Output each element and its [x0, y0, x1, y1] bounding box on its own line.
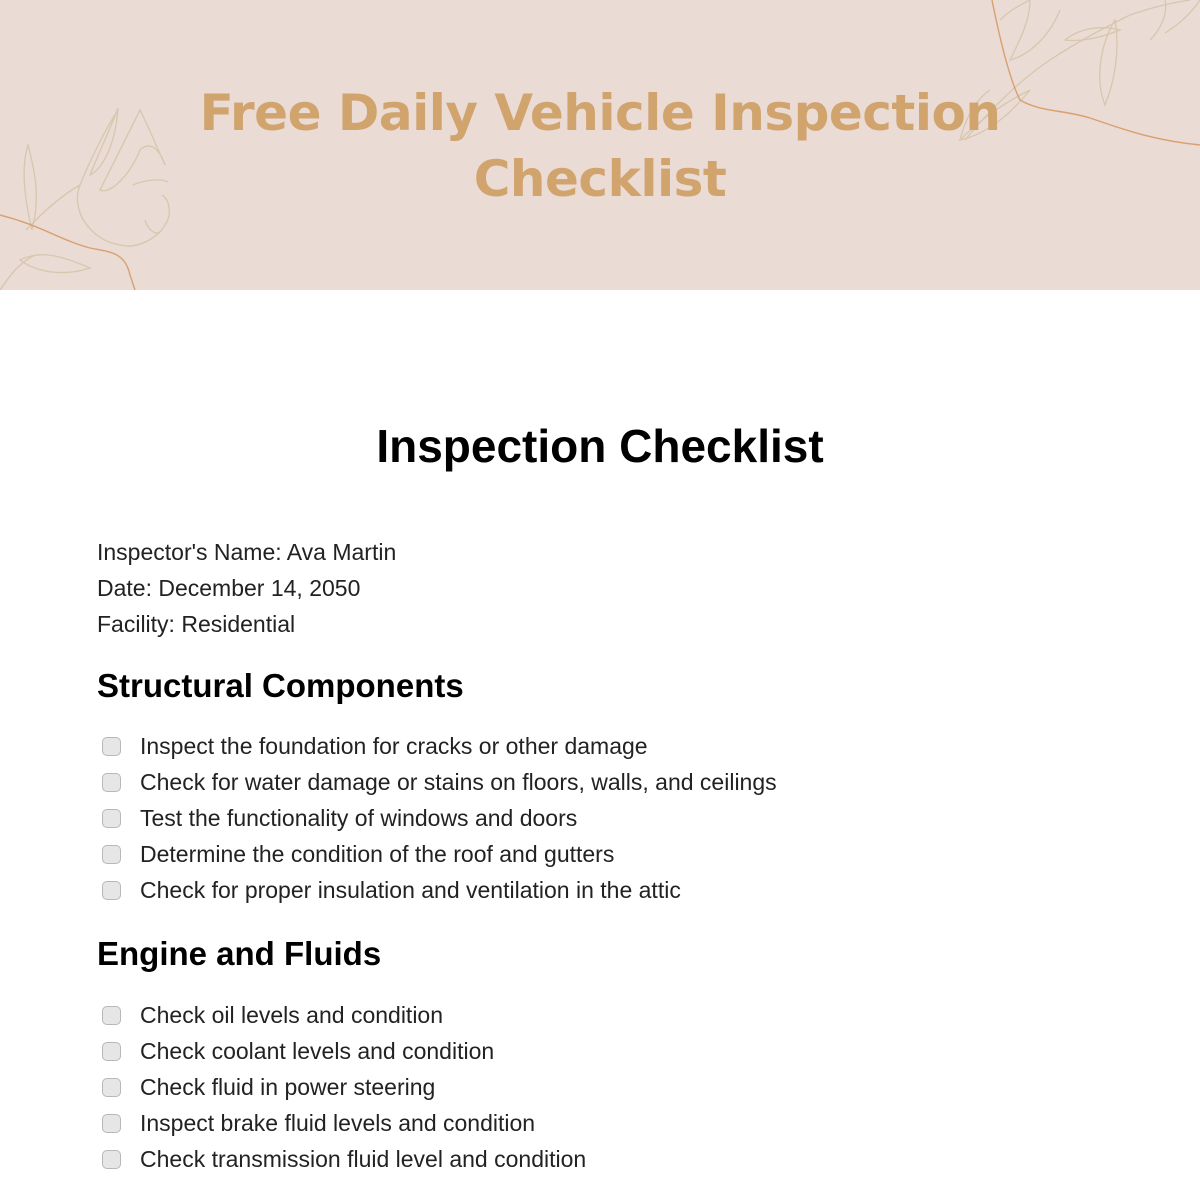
section-title-engine: Engine and Fluids	[97, 935, 382, 972]
header-banner	[0, 0, 1200, 290]
checkbox[interactable]	[102, 1078, 121, 1097]
checklist-item[interactable]	[100, 872, 777, 908]
checkbox[interactable]	[102, 1006, 121, 1025]
inspection-date: Date: December 14, 2050	[97, 575, 361, 601]
checklist-item[interactable]	[100, 1069, 586, 1105]
checklist-item[interactable]	[100, 800, 777, 836]
checklist-engine	[100, 997, 586, 1177]
checklist-item[interactable]	[100, 728, 777, 764]
checklist-item-label: Check coolant levels and condition	[140, 1037, 495, 1064]
checklist-item-label: Check transmission fluid level and condition	[140, 1145, 587, 1172]
banner-title-line1: Free Daily Vehicle Inspection	[199, 84, 1001, 142]
page-title: Inspection Checklist	[376, 420, 824, 472]
facility: Facility: Residential	[97, 611, 296, 637]
checklist-structural	[100, 728, 777, 908]
checkbox[interactable]	[102, 1150, 121, 1169]
checkbox[interactable]	[102, 773, 121, 792]
banner-title-line2: Checklist	[473, 150, 727, 208]
checkbox[interactable]	[102, 881, 121, 900]
checklist-item[interactable]	[100, 1105, 586, 1141]
checklist-item-label: Check for water damage or stains on floors, walls, and ceilings	[140, 768, 777, 795]
checklist-item-label: Check for proper insulation and ventilation in the attic	[140, 876, 681, 903]
checklist-item-label: Test the functionality of windows and doors	[140, 804, 578, 831]
inspector-name: Inspector's Name: Ava Martin	[97, 539, 397, 565]
inspection-meta	[97, 534, 396, 642]
checkbox[interactable]	[102, 845, 121, 864]
checklist-item[interactable]	[100, 1141, 586, 1177]
checkbox[interactable]	[102, 1042, 121, 1061]
checklist-item-label: Check fluid in power steering	[140, 1073, 436, 1100]
checklist-item[interactable]	[100, 764, 777, 800]
checkbox[interactable]	[102, 1114, 121, 1133]
checkbox[interactable]	[102, 809, 121, 828]
checklist-item-label: Inspect brake fluid levels and condition	[140, 1109, 536, 1136]
section-title-structural: Structural Components	[97, 667, 464, 704]
checklist-item-label: Determine the condition of the roof and gutters	[140, 840, 615, 867]
checklist-item-label: Check oil levels and condition	[140, 1001, 444, 1028]
checkbox[interactable]	[102, 737, 121, 756]
checklist-item[interactable]	[100, 836, 777, 872]
checklist-item[interactable]	[100, 1033, 586, 1069]
checklist-item-label: Inspect the foundation for cracks or other damage	[140, 732, 648, 759]
banner-title	[0, 80, 1200, 212]
checklist-item[interactable]	[100, 997, 586, 1033]
